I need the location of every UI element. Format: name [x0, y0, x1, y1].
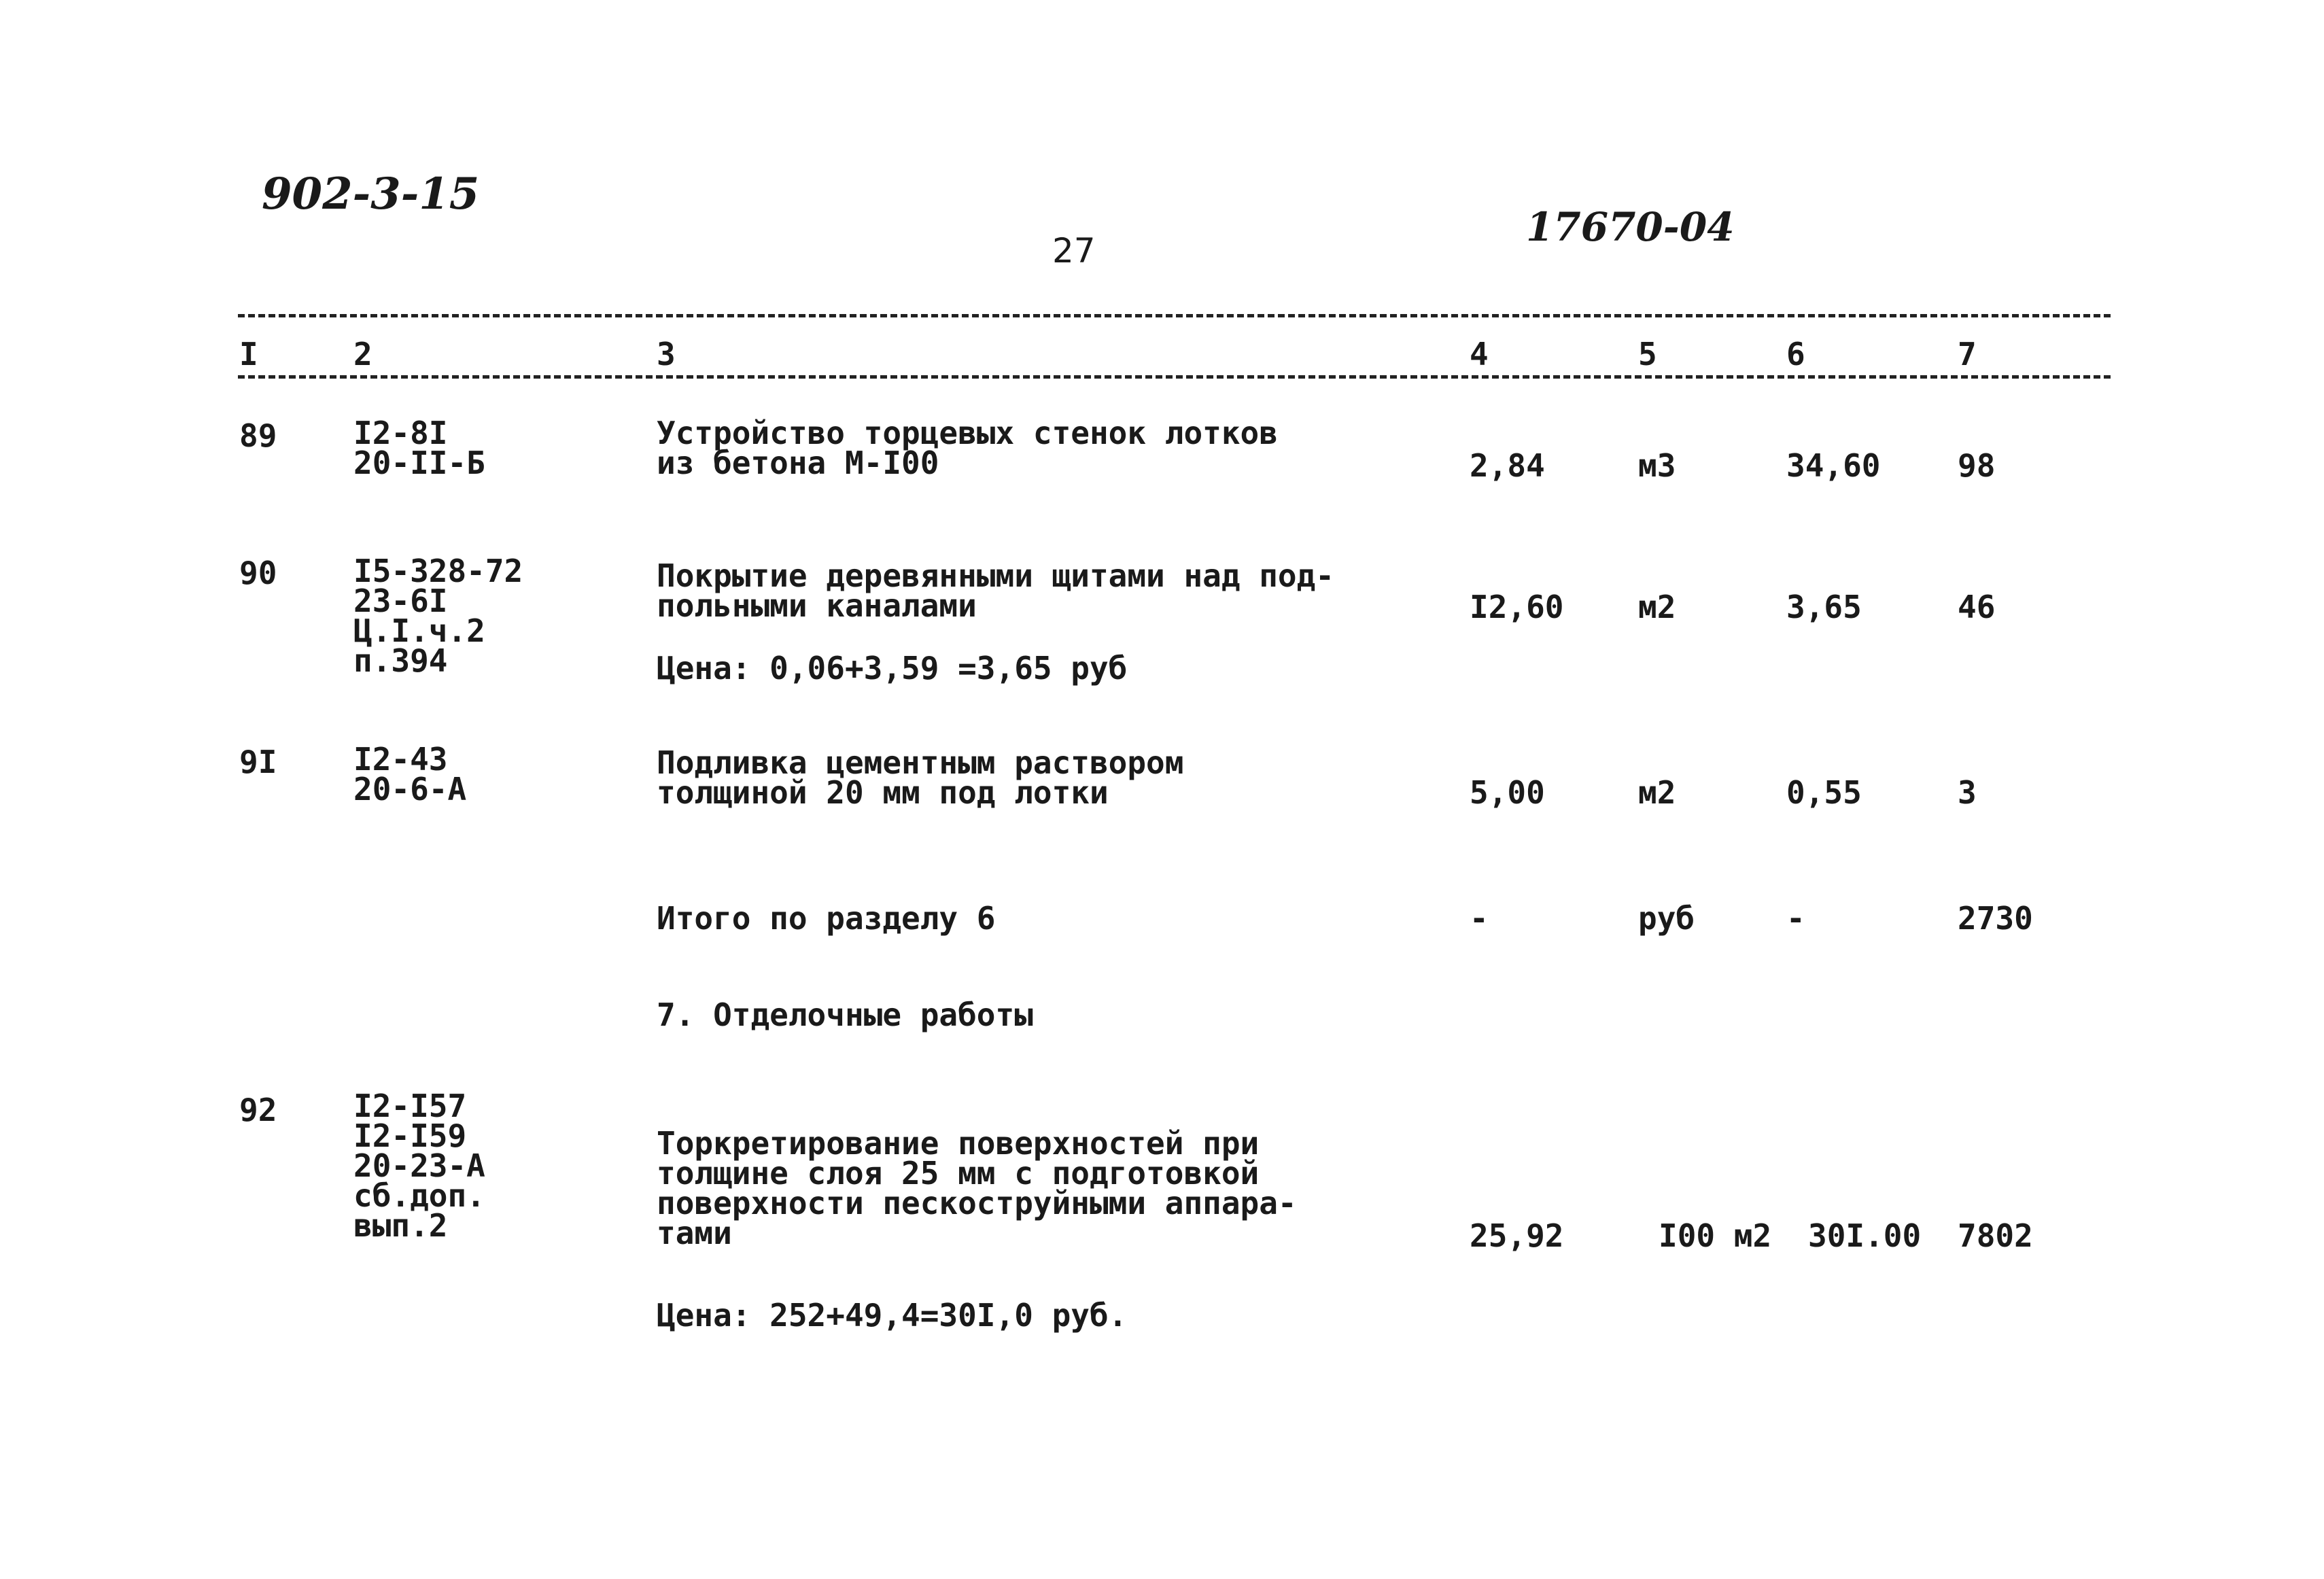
subtotal-price: - [1786, 900, 1805, 937]
desc-line: тами [657, 1215, 732, 1251]
code-line: I2-I57 [353, 1088, 467, 1124]
row-unit: м3 [1638, 447, 1676, 484]
col-header-6: 6 [1786, 336, 1805, 372]
page-number: 27 [1052, 231, 1096, 271]
code-line: сб.доп. [353, 1177, 485, 1214]
row-total: 3 [1958, 774, 1977, 811]
row-codes [353, 415, 485, 481]
code-line: вып.2 [353, 1207, 448, 1244]
archive-number: 17670-04 [1526, 204, 1735, 250]
row-qty: 2,84 [1470, 447, 1545, 484]
code-line: п.394 [353, 642, 448, 679]
row-price: 30I.00 [1808, 1217, 1922, 1254]
col-header-1: I [239, 336, 258, 372]
subtotal-qty: - [1470, 900, 1489, 937]
desc-line: Устройство торцевых стенок лотков [657, 415, 1278, 451]
col-header-7: 7 [1958, 336, 1977, 372]
code-line: Ц.I.ч.2 [353, 612, 485, 649]
desc-line: толщине слоя 25 мм с подготовкой [657, 1155, 1260, 1192]
row-description [657, 1125, 1297, 1251]
row-note: Цена: 252+49,4=30I,0 руб. [657, 1297, 1128, 1334]
col-header-5: 5 [1638, 336, 1657, 372]
col-header-4: 4 [1470, 336, 1489, 372]
col-header-3: 3 [657, 336, 676, 372]
section-title: 7. Отделочные работы [657, 996, 1033, 1033]
row-description [657, 744, 1184, 811]
row-codes [353, 741, 467, 808]
row-total: 7802 [1958, 1217, 2033, 1254]
subtotal-total: 2730 [1958, 900, 2033, 937]
row-unit: м2 [1638, 589, 1676, 625]
row-num: 9I [239, 744, 277, 780]
code-line: 20-23-А [353, 1147, 485, 1184]
subtotal-unit: руб [1638, 900, 1695, 937]
desc-line: польными каналами [657, 587, 977, 624]
row-num: 89 [239, 417, 277, 454]
row-codes [353, 1088, 485, 1244]
doc-code: 902-3-15 [262, 169, 480, 220]
row-unit: I00 м2 [1659, 1217, 1772, 1254]
row-num: 90 [239, 555, 277, 591]
row-description [657, 557, 1334, 624]
row-total: 98 [1958, 447, 1996, 484]
desc-line: Подливка цементным раствором [657, 744, 1184, 781]
row-unit: м2 [1638, 774, 1676, 811]
row-description [657, 415, 1278, 481]
table-header-rule [238, 375, 2111, 379]
code-line: 23-6I [353, 583, 448, 619]
row-qty: 5,00 [1470, 774, 1545, 811]
subtotal-label: Итого по разделу 6 [657, 900, 996, 937]
code-line: I2-8I [353, 415, 448, 451]
row-price: 34,60 [1786, 447, 1881, 484]
row-note: Цена: 0,06+3,59 =3,65 руб [657, 650, 1128, 687]
row-qty: 25,92 [1470, 1217, 1564, 1254]
code-line: I5-328-72 [353, 553, 523, 589]
col-header-2: 2 [353, 336, 372, 372]
code-line: I2-43 [353, 741, 448, 778]
desc-line: поверхности пескоструйными аппара- [657, 1185, 1297, 1221]
row-num: 92 [239, 1092, 277, 1128]
row-price: 3,65 [1786, 589, 1862, 625]
row-price: 0,55 [1786, 774, 1862, 811]
table-top-rule [238, 314, 2111, 317]
desc-line: из бетона М-I00 [657, 445, 939, 481]
desc-line: Покрытие деревянными щитами над под- [657, 557, 1334, 594]
code-line: 20-II-Б [353, 445, 485, 481]
row-qty: I2,60 [1470, 589, 1564, 625]
row-codes [353, 553, 523, 679]
desc-line: Торкретирование поверхностей при [657, 1125, 1260, 1162]
row-total: 46 [1958, 589, 1996, 625]
code-line: 20-6-А [353, 771, 467, 808]
code-line: I2-I59 [353, 1117, 467, 1154]
desc-line: толщиной 20 мм под лотки [657, 774, 1109, 811]
